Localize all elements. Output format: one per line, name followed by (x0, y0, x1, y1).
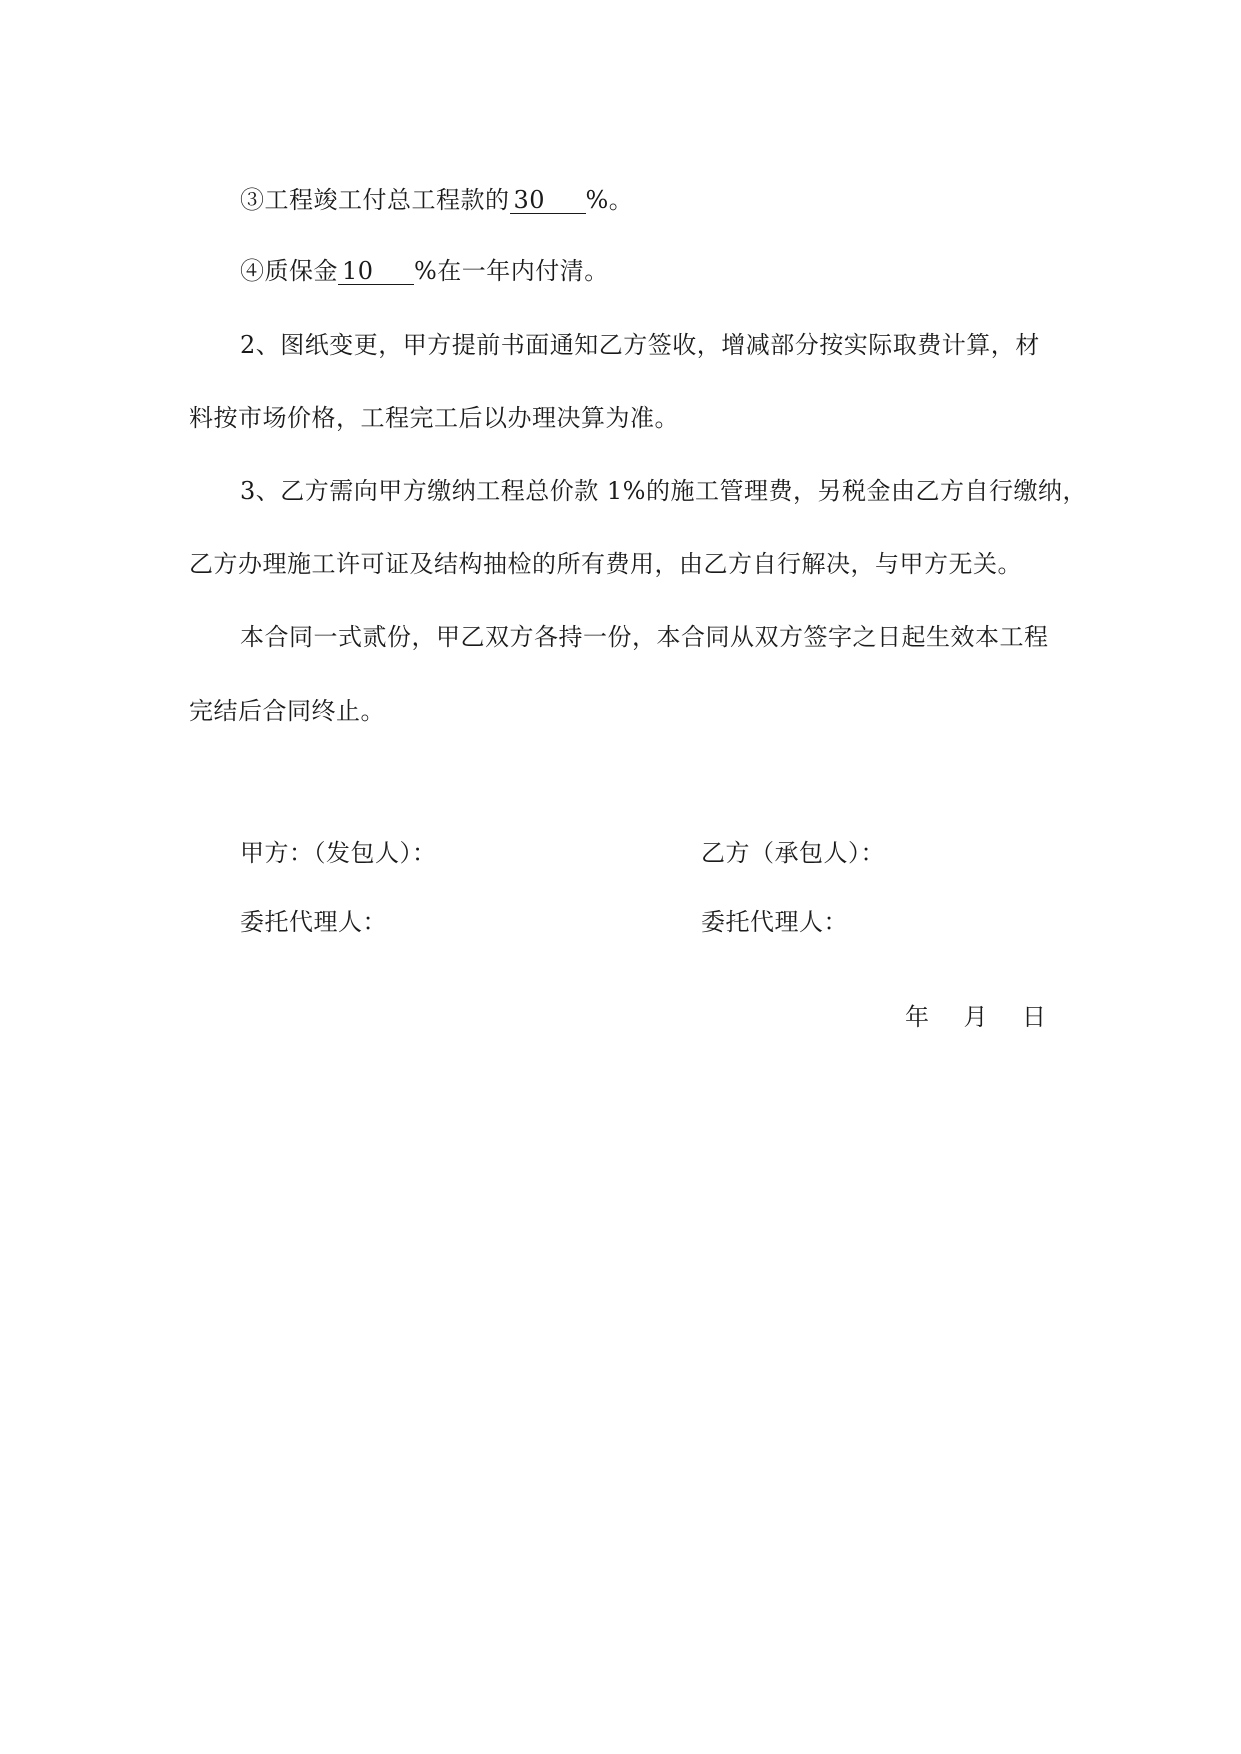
date-month: 月 (963, 1003, 988, 1031)
clause-text: ③工程竣工付总工程款的 (240, 186, 510, 214)
clause-text: %在一年内付清。 (414, 257, 609, 285)
agent-a-label: 委托代理人： (240, 908, 387, 936)
clause-3-line-1: 3、乙方需向甲方缴纳工程总价款 1%的施工管理费，另税金由乙方自行缴纳， (240, 477, 1087, 505)
clause-2-line-1: 2、图纸变更，甲方提前书面通知乙方签收，增减部分按实际取费计算，材 (240, 331, 1040, 359)
closing-line-1: 本合同一式贰份，甲乙双方各持一份，本合同从双方签字之日起生效本工程 (240, 623, 1049, 651)
clause-text: ④质保金 (240, 257, 338, 285)
date-year: 年 (905, 1003, 930, 1031)
clause-2-line-2: 料按市场价格，工程完工后以办理决算为准。 (189, 404, 679, 432)
clause-text: %。 (585, 186, 634, 214)
percent-blank: 10 (338, 258, 414, 285)
payment-clause-retention (240, 256, 609, 286)
clause-3-line-2: 乙方办理施工许可证及结构抽检的所有费用，由乙方自行解决，与甲方无关。 (189, 550, 1022, 578)
party-b-label: 乙方（承包人）： (701, 839, 885, 867)
agent-b-label: 委托代理人： (701, 908, 848, 936)
closing-line-2: 完结后合同终止。 (189, 697, 385, 725)
payment-clause-completion (240, 185, 633, 215)
percent-blank: 30 (510, 187, 586, 214)
date-line (905, 1002, 1047, 1032)
date-day: 日 (1022, 1003, 1047, 1031)
party-a-label: 甲方：（发包人）： (240, 839, 437, 867)
